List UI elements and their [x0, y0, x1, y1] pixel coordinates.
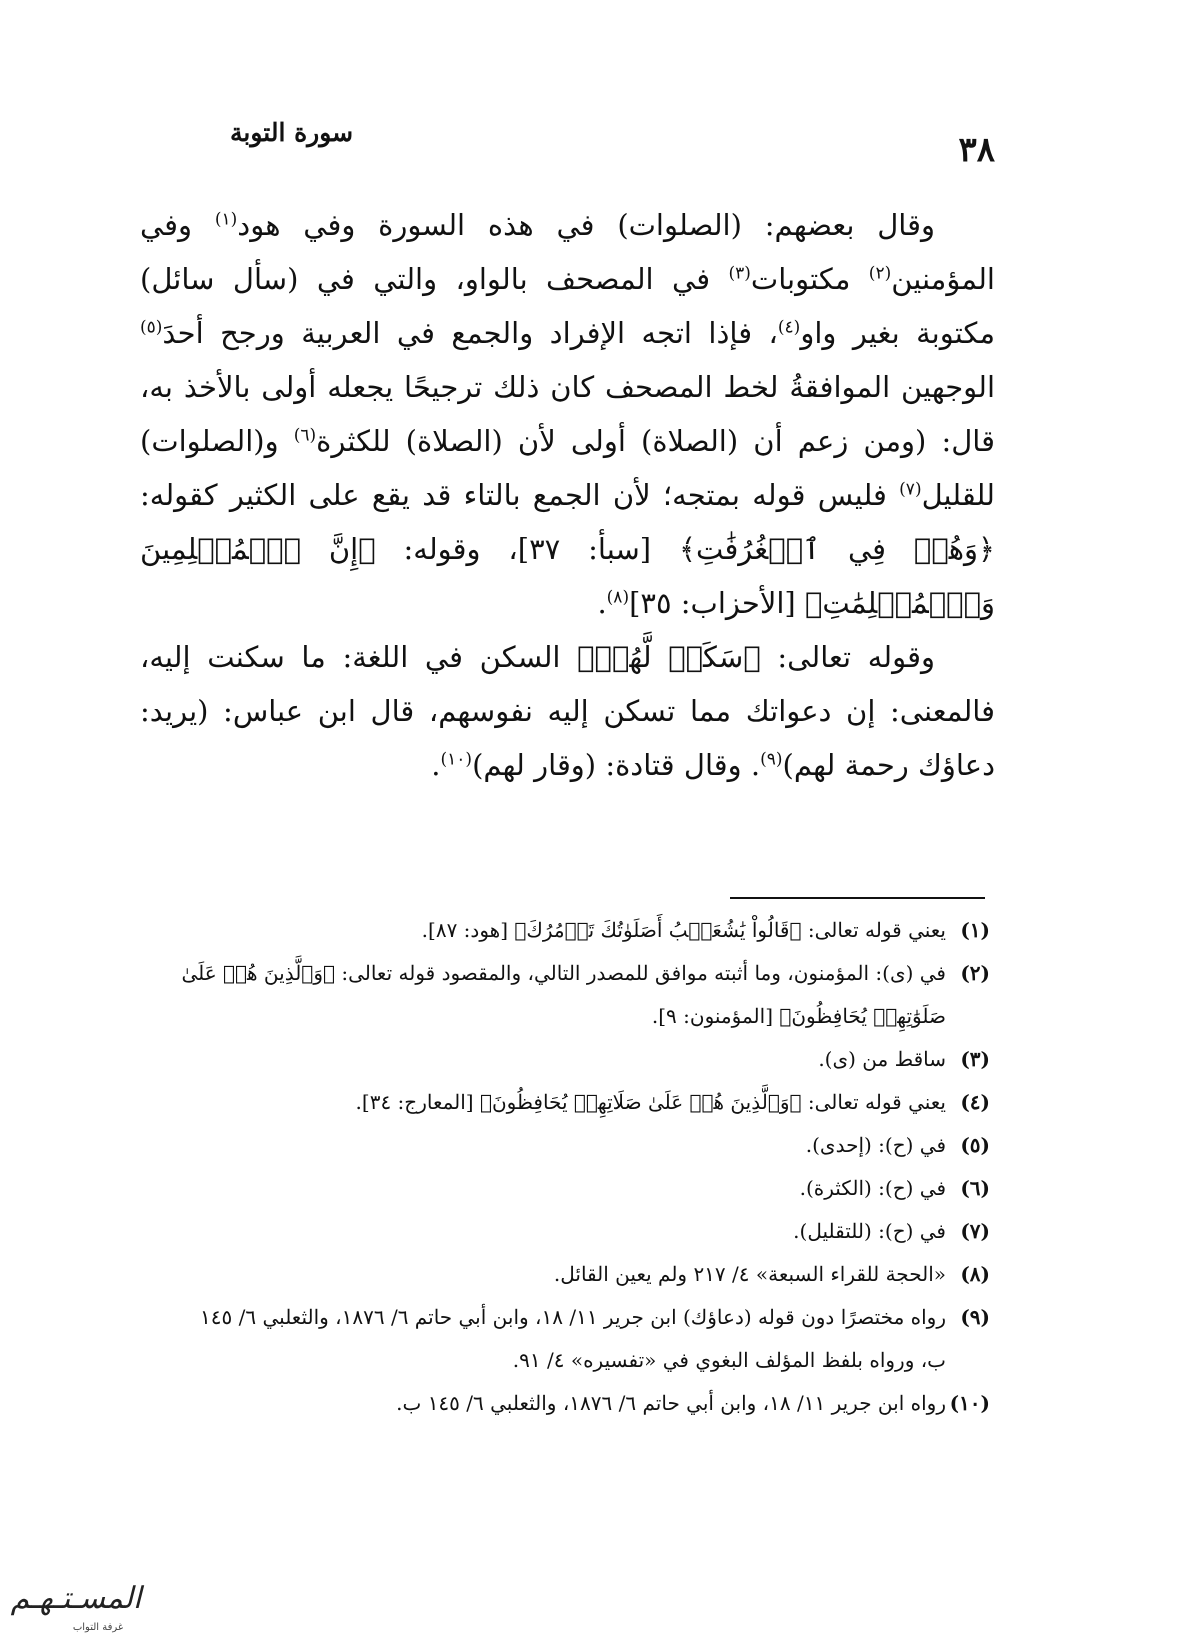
footnote-item [170, 1210, 990, 1253]
text-run: في المصحف بالواو، والتي في (سأل سائل) مكتوبة بغير واو [140, 262, 996, 350]
footnote-number: (٨) [960, 1262, 990, 1286]
footnote-item [170, 1124, 990, 1167]
footnote-text: في (ح): (إحدى). [805, 1133, 946, 1157]
paragraph-1 [140, 198, 995, 630]
text-run: وفي المؤمنين [140, 208, 995, 296]
text-run: . [431, 748, 441, 782]
surah-title: سورة التوبة [230, 118, 354, 147]
text-run: ، فإذا اتجه الإفراد والجمع في العربية ورجح أحدَ [162, 316, 778, 350]
text-run: الوجهين الموافقةُ لخط المصحف كان ذلك ترجيحًا يجعله أولى بالأخذ به، قال: (ومن زعم أن (الصلاة) أولى لأن (الصلاة) للكثرة [140, 370, 995, 458]
footnote-number: (٥) [960, 1133, 990, 1157]
main-text [140, 198, 995, 792]
footnote-ref-2: (٢) [868, 263, 892, 284]
watermark-logo [6, 1572, 146, 1636]
footnote-number: (١٠) [949, 1391, 990, 1415]
footnote-ref-3: (٣) [728, 263, 751, 284]
footnote-text: يعني قوله تعالى: ﴿قَالُواْ يَٰشُعَيۡبُ أَصَلَوٰتُكَ تَأۡمُرُكَ﴾ [هود: ٨٧]. [421, 918, 946, 942]
footnote-text: «الحجة للقراء السبعة» ٤/ ٢١٧ ولم يعين القائل. [553, 1262, 946, 1286]
footnote-item [170, 1253, 990, 1296]
footnote-number: (٦) [960, 1176, 990, 1200]
footnote-number: (٤) [960, 1090, 990, 1114]
footnote-ref-6: (٦) [293, 425, 317, 446]
text-run: فليس قوله بمتجه؛ لأن الجمع بالتاء قد يقع على الكثير كقوله: ﴿وَهُمۡ فِي ٱلۡغُرُفَٰتِ﴾ [سبأ: ٣٧]، وقوله: ﴿إِنَّ ٱلۡمُسۡلِمِينَ وَٱلۡمُسۡلِمَٰتِ﴾ [الأحزاب: ٣٥] [140, 478, 996, 620]
footnote-ref-7: (٧) [899, 479, 922, 500]
footnote-divider [730, 897, 985, 899]
paragraph-2 [140, 630, 995, 792]
footnote-ref-9: (٩) [760, 749, 783, 770]
page-header [230, 112, 995, 172]
text-run: . وقال قتادة: (وقار لهم) [472, 748, 761, 782]
footnote-item [170, 1382, 990, 1425]
footnote-text: ساقط من (ى). [818, 1047, 946, 1071]
footnote-text: رواه مختصرًا دون قوله (دعاؤك) ابن جرير ١١/ ١٨، وابن أبي حاتم ٦/ ١٨٧٦، والثعلبي ٦/ ١٤٥ ب، ورواه بلفظ المؤلف البغوي في «تفسيره» ٤/ ٩١. [200, 1305, 946, 1372]
footnote-number: (١) [960, 918, 990, 942]
footnote-ref-10: (١٠) [440, 749, 473, 770]
footnote-text: يعني قوله تعالى: ﴿وَٱلَّذِينَ هُمۡ عَلَىٰ صَلَاتِهِمۡ يُحَافِظُونَ﴾ [المعارج: ٣٤]. [355, 1090, 946, 1114]
text-run: وقال بعضهم: (الصلوات) في هذه السورة وفي هود [237, 208, 935, 242]
footnote-text: رواه ابن جرير ١١/ ١٨، وابن أبي حاتم ٦/ ١٨٧٦، والثعلبي ٦/ ١٤٥ ب. [396, 1391, 946, 1415]
footnote-text: في (ح): (الكثرة). [799, 1176, 946, 1200]
footnote-number: (٩) [960, 1305, 990, 1329]
footnote-number: (٧) [960, 1219, 990, 1243]
footnote-item [170, 909, 990, 952]
footnote-item [170, 1167, 990, 1210]
footnote-ref-5: (٥) [140, 317, 163, 338]
footnote-item [170, 1081, 990, 1124]
footnote-item [170, 1038, 990, 1081]
footnote-ref-8: (٨) [606, 587, 630, 608]
footnote-ref-4: (٤) [777, 317, 801, 338]
text-run: . [597, 586, 607, 620]
text-run: مكتوبات [750, 262, 869, 296]
text-run: و(الصلوات) للقليل [140, 424, 995, 512]
footnote-text: في (ى): المؤمنون، وما أثبته موافق للمصدر التالي، والمقصود قوله تعالى: ﴿وَٱلَّذِينَ هُمۡ عَلَىٰ صَلَوَٰتِهِمۡ يُحَافِظُونَ﴾ [المؤمنون: ٩]. [181, 961, 946, 1028]
footnote-ref-1: (١) [214, 209, 238, 230]
footnote-item [170, 952, 990, 1038]
footnote-number: (٣) [960, 1047, 990, 1071]
footnote-text: في (ح): (للتقليل). [793, 1219, 946, 1243]
footnote-item [170, 1296, 990, 1382]
footnotes [170, 909, 990, 1425]
text-run: وقوله تعالى: ﴿سَكَنٞ لَّهُمۡ﴾ السكن في اللغة: ما سكنت إليه، فالمعنى: إن دعواتك مما تسكن إليه نفوسهم، قال ابن عباس: (يريد: دعاؤك رحمة لهم) [140, 640, 995, 782]
footnote-number: (٢) [960, 961, 990, 985]
page-number: ٣٨ [958, 130, 995, 170]
watermark-text: المسـتـهـم [10, 1581, 142, 1616]
watermark-subtext: غرفة التواب [72, 1622, 124, 1633]
